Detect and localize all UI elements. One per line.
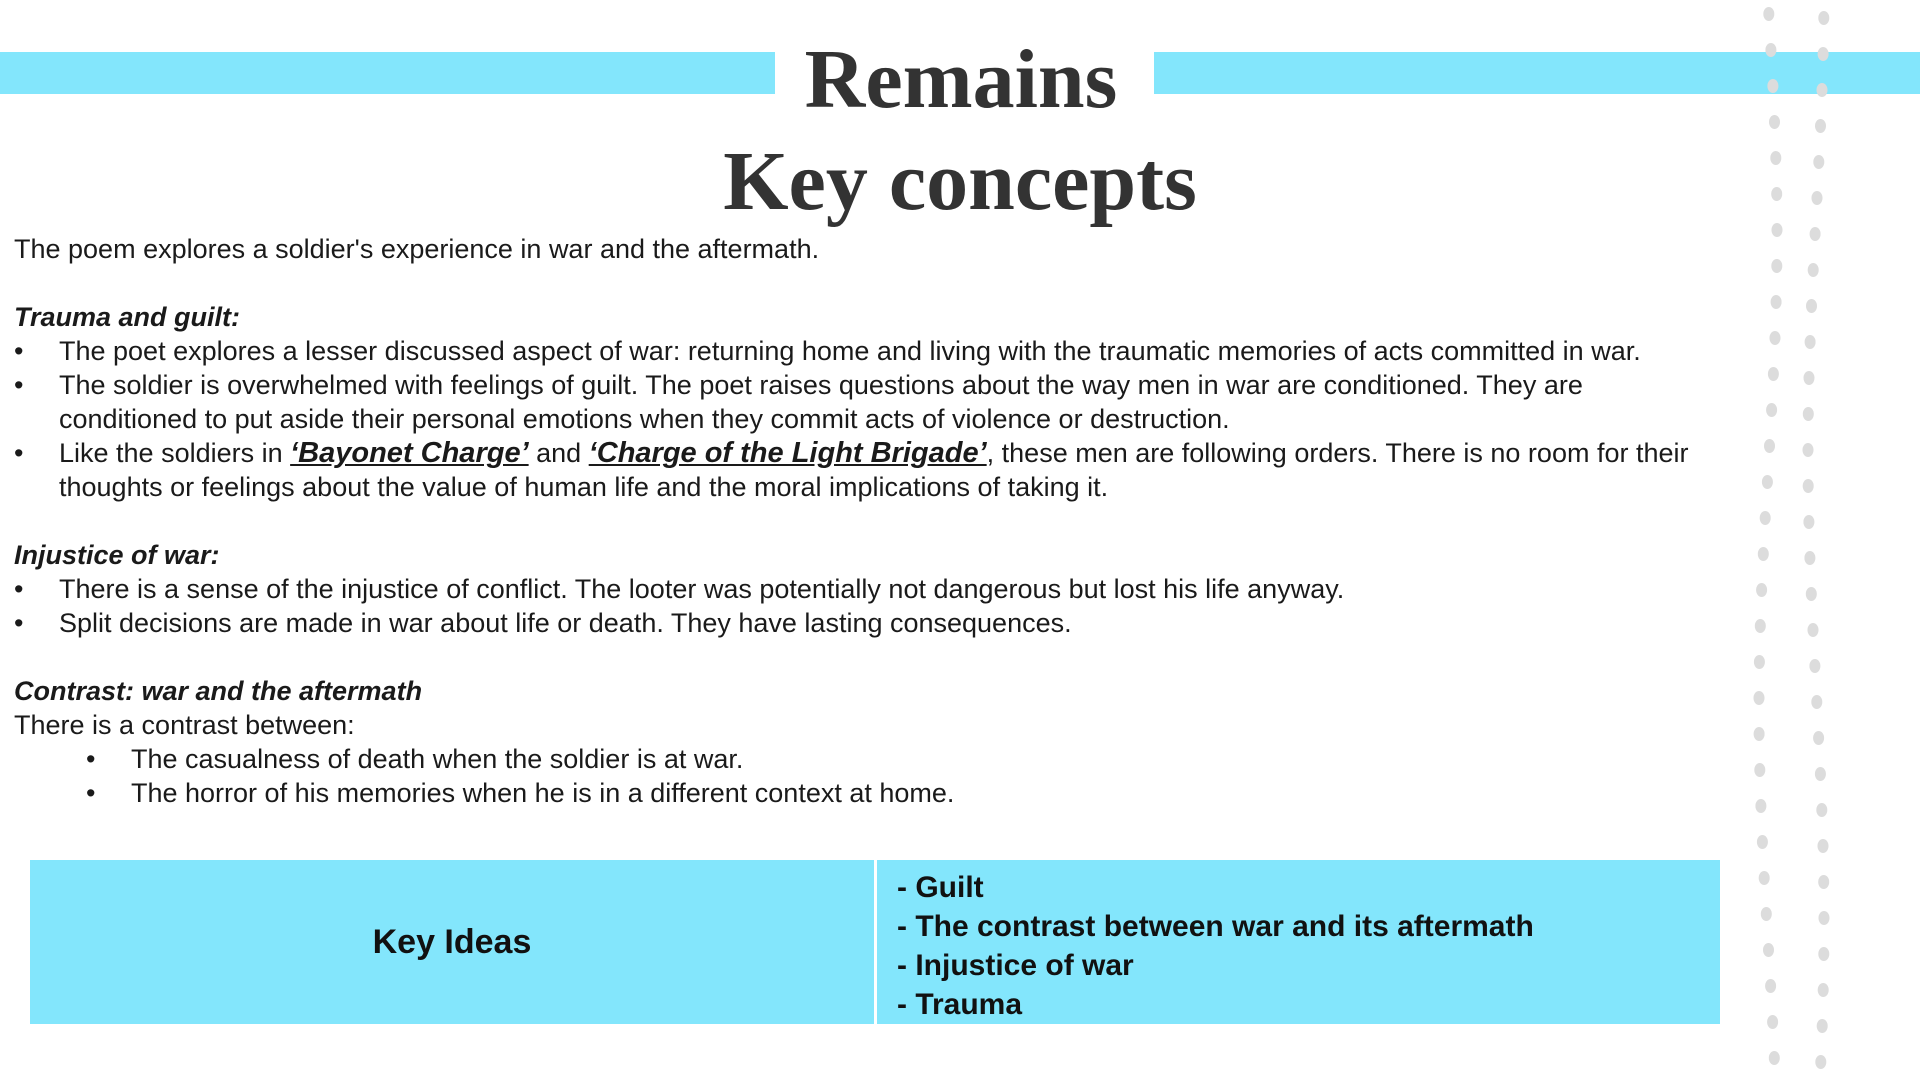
decorative-dot	[1756, 583, 1767, 597]
decorative-dot	[1760, 511, 1771, 525]
decorative-dot	[1803, 479, 1814, 493]
decorative-dot	[1754, 763, 1765, 777]
key-idea-item: - Injustice of war	[897, 946, 1720, 985]
decorative-dot	[1766, 403, 1777, 417]
decorative-dot	[1809, 659, 1820, 673]
list-item: • The soldier is overwhelmed with feelings of guilt. The poet raises questions about the way men in war are conditioned. They are conditioned to put aside their personal emotions when they commit acts of violence or destruction.	[14, 368, 1724, 436]
list-item-text: , these men are following orders. There is no room for their thoughts or feelings about the value of human life and the moral implications of taking it.	[59, 438, 1689, 502]
list-item-text: and	[528, 438, 589, 468]
spacer	[14, 504, 1724, 538]
section-heading-trauma: Trauma and guilt:	[14, 302, 241, 332]
decorative-dot	[1818, 47, 1829, 61]
key-ideas-list	[877, 860, 1720, 1024]
decorative-dot	[1764, 439, 1775, 453]
poem-reference-bayonet-charge: ‘Bayonet Charge’	[290, 437, 529, 469]
decorative-dot	[1805, 335, 1816, 349]
spacer	[14, 640, 1724, 674]
decorative-dot	[1767, 79, 1778, 93]
decorative-dot	[1815, 119, 1826, 133]
decorative-dot	[1763, 7, 1774, 21]
list-item-text: Like the soldiers in	[59, 438, 291, 468]
section-heading-injustice: Injustice of war:	[14, 540, 220, 570]
injustice-list	[14, 572, 1724, 640]
decorative-dot	[1758, 547, 1769, 561]
decorative-dot	[1817, 83, 1828, 97]
list-item	[14, 436, 1724, 504]
decorative-dot	[1763, 943, 1774, 957]
contrast-intro: There is a contrast between:	[14, 710, 355, 740]
decorative-dot	[1811, 695, 1822, 709]
key-idea-item: - Guilt	[897, 868, 1720, 907]
decorative-dot	[1818, 947, 1829, 961]
decorative-dot	[1755, 619, 1766, 633]
decorative-dot	[1808, 263, 1819, 277]
decorative-dot	[1803, 443, 1814, 457]
decorative-dot	[1810, 227, 1821, 241]
decorative-dot	[1818, 875, 1829, 889]
decorative-dot	[1817, 1019, 1828, 1033]
key-idea-item: - Trauma	[897, 985, 1720, 1024]
decorative-dot	[1816, 803, 1827, 817]
decorative-dot	[1761, 907, 1772, 921]
decorative-dot	[1767, 1015, 1778, 1029]
key-ideas-label: Key Ideas	[30, 860, 877, 1024]
decorative-dot	[1815, 767, 1826, 781]
list-item: • Split decisions are made in war about life or death. They have lasting consequences.	[14, 606, 1724, 640]
decorative-dots	[1740, 0, 1920, 1080]
decorative-dot	[1818, 839, 1829, 853]
decorative-dot	[1757, 835, 1768, 849]
decorative-dot	[1803, 407, 1814, 421]
decorative-dot	[1768, 367, 1779, 381]
decorative-dot	[1755, 799, 1766, 813]
key-ideas-table	[30, 860, 1720, 1024]
decorative-dot	[1754, 655, 1765, 669]
decorative-dot	[1754, 727, 1765, 741]
list-item: • The casualness of death when the soldier is at war.	[14, 742, 1724, 776]
decorative-dot	[1769, 1051, 1780, 1065]
decorative-dot	[1759, 871, 1770, 885]
decorative-dot	[1818, 11, 1829, 25]
decorative-dot	[1806, 299, 1817, 313]
decorative-dot	[1812, 191, 1823, 205]
decorative-dot	[1770, 151, 1781, 165]
decorative-dot	[1762, 475, 1773, 489]
decorative-dot	[1771, 295, 1782, 309]
intro-text: The poem explores a soldier's experience in war and the aftermath.	[14, 234, 820, 264]
spacer	[14, 266, 1724, 300]
decorative-dot	[1819, 911, 1830, 925]
poem-reference-light-brigade: ‘Charge of the Light Brigade’	[588, 437, 987, 469]
section-heading-contrast: Contrast: war and the aftermath	[14, 676, 423, 706]
list-item: • There is a sense of the injustice of conflict. The looter was potentially not dangerous but lost his life anyway.	[14, 572, 1724, 606]
decorative-dot	[1815, 1055, 1826, 1069]
list-item: • The poet explores a lesser discussed aspect of war: returning home and living with the traumatic memories of acts committed in war.	[14, 334, 1724, 368]
key-idea-item: - The contrast between war and its aftermath	[897, 907, 1720, 946]
decorative-dot	[1754, 691, 1765, 705]
decorative-dot	[1808, 623, 1819, 637]
decorative-dot	[1765, 43, 1776, 57]
content-body	[14, 232, 1724, 810]
decorative-dot	[1771, 187, 1782, 201]
decorative-dot	[1804, 371, 1815, 385]
decorative-dot	[1818, 983, 1829, 997]
decorative-dot	[1813, 155, 1824, 169]
decorative-dot	[1765, 979, 1776, 993]
decorative-dot	[1770, 331, 1781, 345]
decorative-dot	[1803, 515, 1814, 529]
page-title: Remains	[804, 33, 1118, 126]
decorative-dot	[1772, 223, 1783, 237]
decorative-dot	[1806, 587, 1817, 601]
decorative-dot	[1769, 115, 1780, 129]
decorative-dot	[1771, 259, 1782, 273]
decorative-dot	[1804, 551, 1815, 565]
list-item: • The horror of his memories when he is in a different context at home.	[14, 776, 1724, 810]
trauma-list	[14, 334, 1724, 504]
decorative-dot	[1813, 731, 1824, 745]
page-subtitle: Key concepts	[723, 135, 1197, 228]
contrast-list	[14, 742, 1724, 810]
